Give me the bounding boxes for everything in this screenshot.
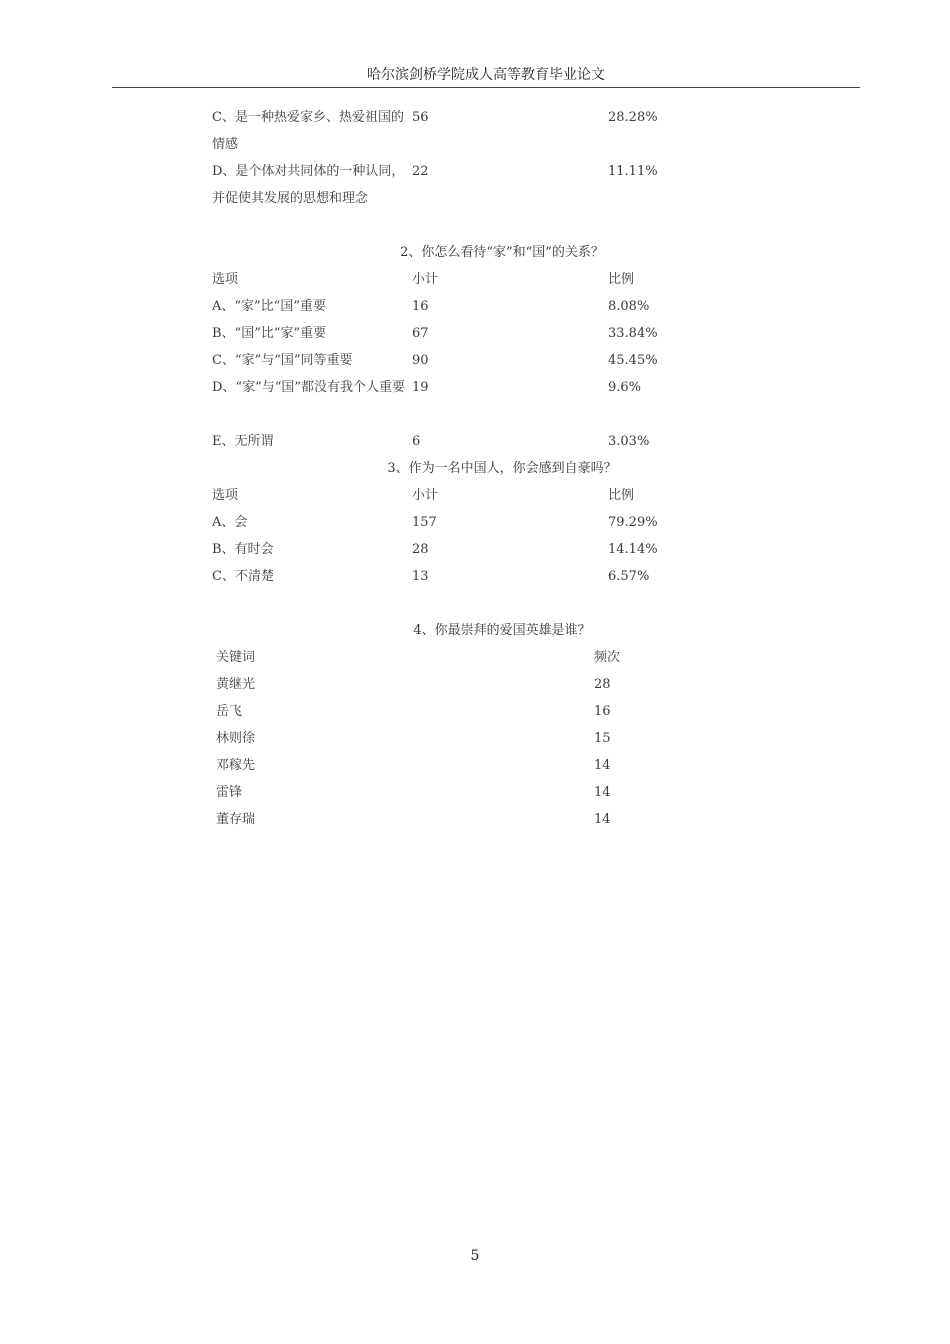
- ratio-cell: 6.57%: [608, 569, 650, 584]
- table-row: [212, 320, 672, 347]
- table-header-row: [212, 644, 672, 671]
- count-cell: 67: [412, 326, 429, 341]
- section-gap: [212, 590, 672, 617]
- ratio-cell: 28.28%: [608, 110, 658, 125]
- ratio-cell: 79.29%: [608, 515, 658, 530]
- freq-cell: 14: [594, 812, 611, 827]
- count-cell: 22: [412, 164, 429, 179]
- table-row: [212, 563, 672, 590]
- ratio-cell: 33.84%: [608, 326, 658, 341]
- ratio-cell: 3.03%: [608, 434, 650, 449]
- question-title: 4、你最崇拜的爱国英雄是谁？: [413, 623, 591, 638]
- keyword-cell: 黄继光: [216, 677, 256, 692]
- table-header-row: [212, 482, 672, 509]
- ratio-cell: 9.6%: [608, 380, 642, 395]
- option-cell: D、“家”与“国”都没有我个人重要: [212, 380, 406, 395]
- header-ratio: 比例: [608, 272, 635, 287]
- header-count: 小计: [412, 488, 439, 503]
- ratio-cell: 11.11%: [608, 164, 658, 179]
- option-cell: E、无所谓: [212, 434, 274, 449]
- keyword-cell: 雷锋: [216, 785, 243, 800]
- option-cell: B、“国”比“家”重要: [212, 326, 327, 341]
- header-rule: [112, 87, 860, 88]
- count-cell: 16: [412, 299, 429, 314]
- freq-cell: 28: [594, 677, 611, 692]
- question-title: 3、作为一名中国人，你会感到自豪吗？: [387, 461, 617, 476]
- table-row: [212, 536, 672, 563]
- table-row: [212, 725, 672, 752]
- freq-cell: 15: [594, 731, 611, 746]
- option-cell: A、“家”比“国”重要: [212, 299, 326, 314]
- keyword-cell: 邓稼先: [216, 758, 256, 773]
- option-cell: D、是个体对共同体的一种认同，并促使其发展的思想和理念: [212, 164, 405, 206]
- keyword-cell: 岳飞: [216, 704, 243, 719]
- table-row: [212, 671, 672, 698]
- question-title: 2、你怎么看待“家”和“国”的关系？: [400, 245, 604, 260]
- page-number: 5: [470, 1248, 480, 1264]
- table-row: [212, 293, 672, 320]
- table-row: [212, 104, 672, 158]
- keyword-cell: 林则徐: [216, 731, 256, 746]
- table-header-row: [212, 266, 672, 293]
- freq-cell: 14: [594, 785, 611, 800]
- table-row: [212, 347, 672, 374]
- survey-scan: [212, 104, 672, 833]
- table-row: [212, 806, 672, 833]
- table-row: [212, 158, 672, 239]
- table-row: [212, 509, 672, 536]
- count-cell: 6: [412, 434, 421, 449]
- option-cell: C、不清楚: [212, 569, 274, 584]
- table-row: [212, 374, 672, 428]
- count-cell: 28: [412, 542, 429, 557]
- table-row: [212, 698, 672, 725]
- count-cell: 13: [412, 569, 429, 584]
- freq-cell: 16: [594, 704, 611, 719]
- count-cell: 157: [412, 515, 437, 530]
- header-keyword: 关键词: [216, 650, 256, 665]
- ratio-cell: 45.45%: [608, 353, 658, 368]
- ratio-cell: 8.08%: [608, 299, 650, 314]
- count-cell: 90: [412, 353, 429, 368]
- keyword-cell: 董存瑞: [216, 812, 256, 827]
- table-row: [212, 779, 672, 806]
- option-cell: A、会: [212, 515, 248, 530]
- header-option: 选项: [212, 272, 239, 287]
- table-row: [212, 428, 672, 455]
- option-cell: C、“家”与“国”同等重要: [212, 353, 353, 368]
- count-cell: 56: [412, 110, 429, 125]
- option-cell: B、有时会: [212, 542, 274, 557]
- freq-cell: 14: [594, 758, 611, 773]
- page-header: 哈尔滨剑桥学院成人高等教育毕业论文: [367, 67, 605, 83]
- header-freq: 频次: [594, 650, 621, 665]
- option-cell: C、是一种热爱家乡、热爱祖国的情感: [212, 110, 404, 152]
- count-cell: 19: [412, 380, 429, 395]
- header-count: 小计: [412, 272, 439, 287]
- table-row: [212, 752, 672, 779]
- header-option: 选项: [212, 488, 239, 503]
- header-ratio: 比例: [608, 488, 635, 503]
- ratio-cell: 14.14%: [608, 542, 658, 557]
